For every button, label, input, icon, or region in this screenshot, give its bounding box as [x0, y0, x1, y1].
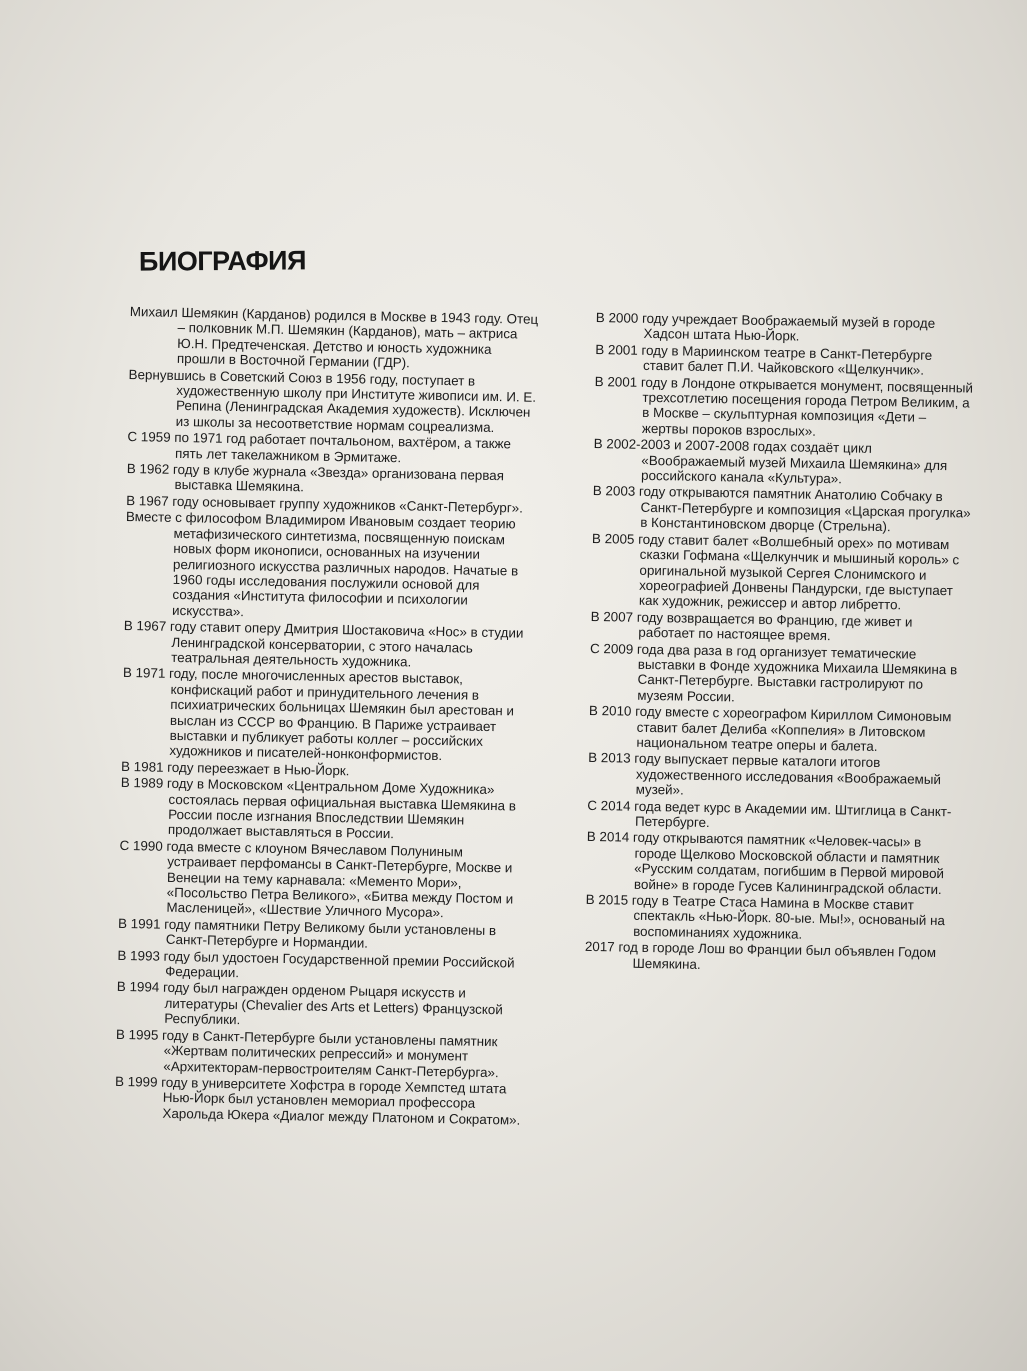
bio-entry: С 2009 года два раза в год организует тематические выставки в Фонде художника Михаила Шемякина в Санкт-Петербурге. Выставки гастролируют по музеям России.: [589, 640, 958, 705]
bio-entry: В 1995 году в Санкт-Петербурге были установлены памятник «Жертвам политических репрессий» и монумент «Архитекторам-первостроителям Санкт-Петербурга».: [115, 1026, 499, 1080]
bio-entry: В 2013 году выпускает первые каталоги итогов художественного исследования «Воображаемый музей».: [588, 750, 942, 798]
biography-right-column: [584, 310, 975, 978]
bio-entry: В 1993 году был удостоен Государственной премии Российской Федерации.: [117, 947, 515, 981]
bio-entry: Михаил Шемякин (Карданов) родился в Москве в 1943 году. Отец – полковник М.П. Шемякин (Карданов), мать – актриса Ю.Н. Предтеченская. Детство и юность художника прошли в Восточной Германии (ГДР).: [129, 304, 539, 371]
bio-entry: В 1967 году основывает группу художников «Санкт-Петербург».: [126, 492, 524, 516]
bio-entry: С 1990 года вместе с клоуном Вячеславом Полуниным устраивает перфомансы в Санкт-Петербурге, Москве и Венеции на тему карнавала: «Мементо Мори», «Посольство Петра Великого», «Битва между Постом и Масленицей», «Шествие Уличного Мусора».: [119, 837, 514, 921]
bio-entry: В 2007 году возвращается во Францию, где живет и работает по настоящее время.: [590, 608, 913, 644]
bio-entry: В 2005 году ставит балет «Волшебный орех» по мотивам сказки Гофмана «Щелкунчик и мышиный король» с оригинальной музыкой Сергея Слонимского и хореографией Донвены Пандурски, где выступает как художник, режиссер и автор либретто.: [591, 530, 960, 613]
bio-entry: В 2010 году вместе с хореографом Кириллом Симоновым ставит балет Делиба «Коппелия» в Литовском национальном театре оперы и балета.: [588, 703, 952, 754]
bio-entry: В 2000 году учреждает Воображаемый музей в городе Хадсон штата Нью-Йорк.: [595, 310, 936, 344]
bio-entry: В 1989 году в Московском «Центральном Доме Художника» состоялась первая официальная выставка Шемякина в России после изгнания Впоследствии Шемякин продолжает выставляться в России.: [120, 775, 517, 842]
bio-entry: В 2003 году открываются памятник Анатолию Собчаку в Санкт-Петербурге и композиция «Царская прогулка» в Константиновском дворце (Стрельна).: [592, 483, 971, 535]
bio-entry: В 2015 году в Театре Стаса Намина в Москве ставит спектакль «Нью-Йорк. 80-ые. Мы!», основаный на воспоминаниях художника.: [585, 891, 946, 942]
bio-entry: В 1967 году ставит оперу Дмитрия Шостаковича «Нос» в студии Ленинградской консерватории, с этого началась театральная деятельность художника.: [123, 618, 524, 670]
bio-entry: В 2001 году в Мариинском театре в Санкт-Петербурге ставит балет П.И. Чайковского «Щелкунчик».: [595, 341, 933, 378]
bio-entry: С 1959 по 1971 год работает почтальоном, вахтёром, а также пять лет такелажником в Эрмитаже.: [127, 429, 512, 465]
page-title: БИОГРАФИЯ: [138, 245, 307, 277]
bio-entry: В 1981 году переезжает в Нью-Йорк.: [120, 758, 350, 779]
bio-entry: В 1994 году был награжден орденом Рыцаря искусств и литературы (Chevalier des Arts et Letters) Французской Республики.: [116, 979, 503, 1028]
bio-entry: С 2014 года ведет курс в Академии им. Штиглица в Санкт-Петербурге.: [587, 797, 952, 831]
bio-entry: Вернувшись в Советский Союз в 1956 году, поступает в художественную школу при Институте живописи им. И. Е. Репина (Ленинградская Академия художеств). Исключен из школы за несоответствие нормам соцреализма.: [128, 366, 537, 435]
bio-entry: В 2002-2003 и 2007-2008 годах создаёт цикл «Воображаемый музей Михаила Шемякина» для российского канала «Культура».: [593, 436, 948, 487]
biography-left-column: [114, 304, 540, 1129]
bio-entry: В 2001 году в Лондоне открывается монумент, посвященный трехсотлетию посещения города Петром Великим, а в Москве – скульптурная композиция «Дети – жертвы пороков взрослых».: [594, 373, 974, 439]
bio-entry: В 2014 году открываются памятник «Человек-часы» в городе Щелково Московской области и памятник «Русским солдатам, погибшим в Первой мировой войне» в городе Гусев Калининградской области.: [586, 829, 945, 897]
bio-entry: В 1971 году, после многочисленных арестов выставок, конфискаций работ и принудительного лечения в психиатрических больницах Шемякин был арестован и выслан из СССР во Францию. В Париже устраивает выставки и публикует работы коллег – российских художников и писателей-нонконформистов.: [122, 665, 515, 764]
bio-entry: В 1991 году памятники Петру Великому были установлены в Санкт-Петербурге и Нормандии.: [117, 915, 497, 951]
bio-entry: Вместе с философом Владимиром Ивановым создает теорию метафизического синтетизма, посвященную поискам новых форм иконописи, основанных на изучении религиозного искусства различных народов. Начатые в 1960 годы исследования послужили основой для создания «Института философии и психологии искусства».: [125, 509, 519, 619]
bio-entry: В 1962 году в клубе журнала «Звезда» организована первая выставка Шемякина.: [126, 461, 505, 495]
bio-entry: В 1999 году в университете Хофстра в городе Хемпстед штата Нью-Йорк был установлен мемориал профессора Харольда Юкера «Диалог между Платоном и Сократом».: [114, 1073, 521, 1128]
bio-entry: 2017 год в городе Лош во Франции был объявлен Годом Шемякина.: [584, 939, 937, 972]
